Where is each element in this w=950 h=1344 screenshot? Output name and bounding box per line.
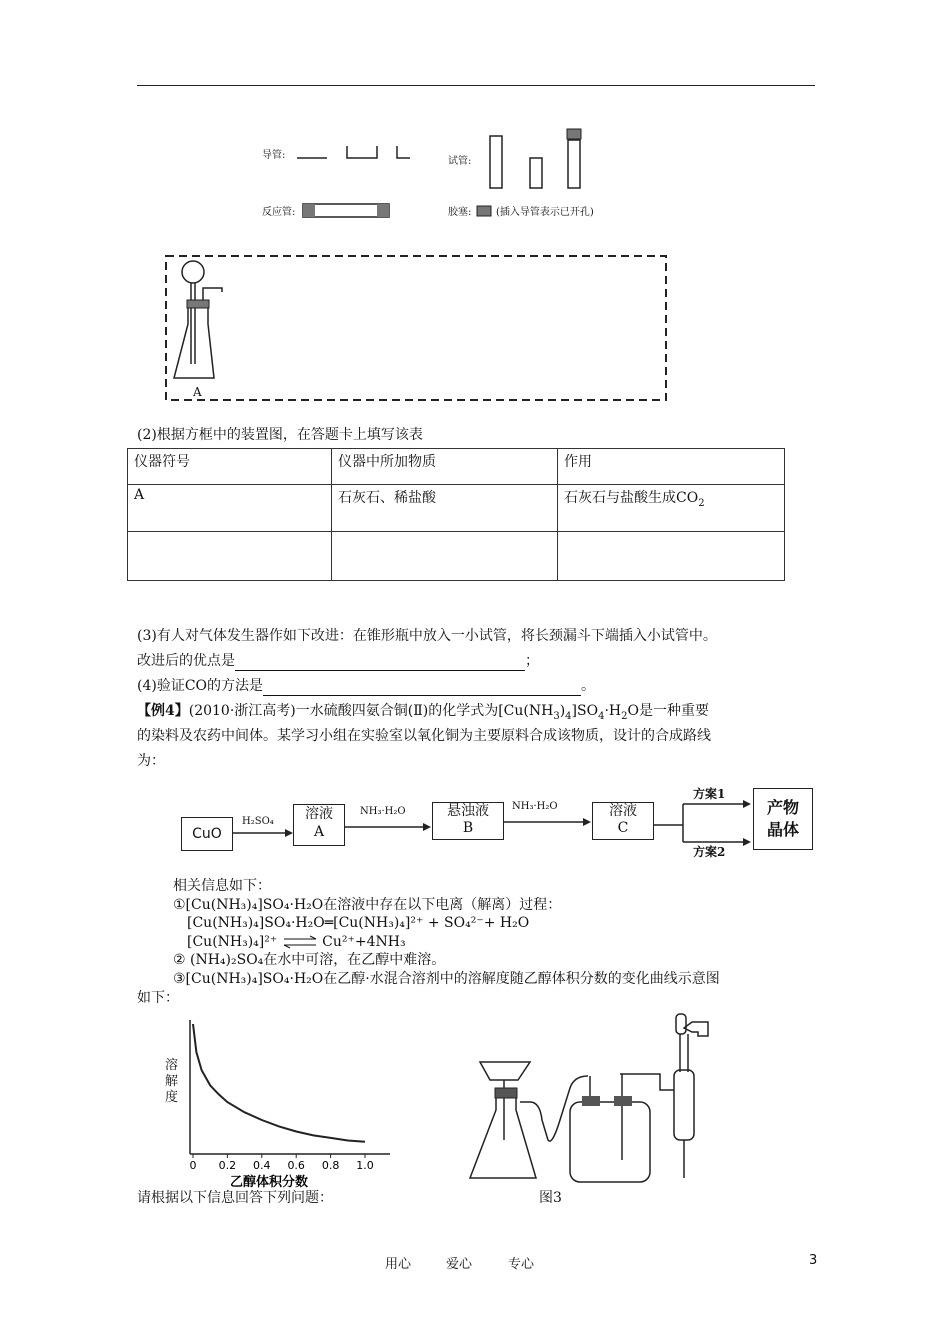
filtration-apparatus (460, 1010, 730, 1185)
stopper-label: 胶塞: (448, 207, 472, 218)
example-4-label: 【例4】 (137, 703, 189, 719)
suspension-b-line1: 悬浊液 (447, 803, 489, 819)
table-cell[interactable] (332, 532, 558, 581)
formula-part: O是一种重要 (627, 703, 709, 719)
table-header-row (128, 449, 785, 485)
product-line1: 产物 (766, 798, 799, 817)
solubility-chart (160, 1012, 400, 1192)
stopper-symbol (476, 205, 494, 219)
reaction-tube-symbol (300, 201, 395, 221)
x-tick-label: 0.2 (218, 1159, 237, 1172)
tube-symbols (295, 140, 415, 166)
info-equation-2 (187, 932, 406, 952)
example-4-line3: 为： (137, 753, 165, 769)
header-rule (137, 85, 815, 86)
product-box (753, 788, 813, 850)
solution-c-line1: 溶液 (609, 803, 637, 819)
x-tick-label: 1.0 (356, 1159, 374, 1172)
table-row (128, 532, 785, 581)
x-tick-label: 0.4 (253, 1159, 271, 1172)
answer-table (127, 448, 785, 581)
footer-text-3: 专心 (508, 1257, 535, 1272)
cuo-box: CuO (181, 817, 233, 851)
suspension-b-line2: B (462, 820, 474, 836)
table-header-cell: 作用 (558, 449, 785, 485)
answer-blank-q4[interactable] (263, 681, 581, 696)
solution-a-line1: 溶液 (305, 806, 333, 822)
solution-a-line2: A (313, 824, 325, 840)
info-item-2: ② (NH₄)₂SO₄在水中可溶，在乙醇中难溶。 (173, 952, 446, 968)
solution-c-line2: C (617, 820, 629, 836)
formula-part: ]SO (571, 703, 599, 719)
subscript: 4 (598, 710, 605, 722)
table-cell-text: 石灰石与盐酸生成CO (564, 490, 699, 506)
question-4-prefix: (4)验证CO的方法是 (137, 678, 264, 694)
question-4-suffix: 。 (581, 678, 596, 694)
question-2-text: (2)根据方框中的装置图，在答题卡上填写该表 (137, 427, 423, 443)
formula-part: ) (559, 703, 566, 719)
table-header-cell: 仪器中所加物质 (332, 449, 558, 485)
table-cell: 石灰石、稀盐酸 (332, 485, 558, 532)
formula-part: ·H (604, 703, 622, 719)
x-axis-label: 乙醇体积分数 (230, 1175, 309, 1190)
plan2-label: 方案2 (693, 845, 726, 859)
equation-2-left: [Cu(NH₃)₄]²⁺ (187, 934, 278, 950)
info-equation-1: [Cu(NH₃)₄]SO₄·H₂O═[Cu(NH₃)₄]²⁺ + SO₄²⁻+ H₂O (187, 915, 530, 931)
question-3-suffix: ； (525, 653, 539, 669)
table-cell-subscript: 2 (698, 497, 705, 509)
figure-3-caption: 图3 (539, 1190, 562, 1206)
example-4-text: (2010·浙江高考)一水硫酸四氨合铜(Ⅱ)的化学式为[Cu(NH (188, 703, 554, 719)
info-item-3-cont: 如下： (137, 990, 179, 1006)
footer-text-2: 爱心 (446, 1257, 473, 1272)
test-tube-label: 试管: (448, 156, 472, 167)
table-header-cell: 仪器符号 (128, 449, 332, 485)
tube-label: 导管: (262, 150, 286, 161)
table-cell (558, 485, 785, 532)
question-3-line1: (3)有人对气体发生器作如下改进：在锥形瓶中放入一小试管，将长颈漏斗下端插入小试管中。 (137, 628, 717, 644)
arrow3-label: NH₃·H₂O (512, 801, 558, 812)
subscript: 3 (553, 710, 560, 722)
table-row (128, 485, 785, 532)
closing-instruction: 请根据以下信息回答下列问题： (137, 1190, 333, 1206)
example-4-line2: 的染料及农药中间体。某学习小组在实验室以氧化铜为主要原料合成该物质，设计的合成路线 (137, 728, 711, 744)
table-cell[interactable] (128, 532, 332, 581)
footer-text-1: 用心 (385, 1257, 412, 1272)
stopper-note: (插入导管表示已开孔) (496, 207, 594, 218)
table-cell[interactable] (558, 532, 785, 581)
solubility-curve (193, 1024, 365, 1142)
equilibrium-arrow-icon (282, 935, 318, 949)
arrow2-label: NH₃·H₂O (360, 806, 406, 817)
page-number: 3 (809, 1253, 818, 1268)
apparatus-box (160, 252, 672, 404)
solution-a-box (293, 804, 345, 846)
y-axis-label: 溶解度 (165, 1058, 179, 1105)
subscript: 2 (621, 710, 628, 722)
question-3-line2 (137, 651, 539, 671)
question-4-line (137, 676, 595, 696)
example-4-line1 (137, 701, 709, 727)
product-line2: 晶体 (766, 820, 799, 839)
info-title: 相关信息如下： (173, 878, 271, 894)
x-tick-label: 0 (189, 1159, 197, 1172)
suspension-b-box (432, 802, 504, 840)
test-tube-symbols (484, 126, 594, 192)
subscript: 4 (565, 710, 572, 722)
info-item-3: ③[Cu(NH₃)₄]SO₄·H₂O在乙醇·水混合溶剂中的溶解度随乙醇体积分数的变化曲线示意图 (173, 971, 720, 987)
equation-2-right: Cu²⁺+4NH₃ (322, 934, 406, 950)
x-tick-label: 0.6 (287, 1159, 305, 1172)
arrow1-label: H₂SO₄ (242, 816, 274, 827)
table-cell: A (128, 485, 332, 532)
x-tick-label: 0.8 (321, 1159, 340, 1172)
reaction-tube-label: 反应管: (262, 207, 296, 218)
info-item-1: ①[Cu(NH₃)₄]SO₄·H₂O在溶液中存在以下电离（解离）过程： (173, 897, 562, 913)
faucet-icon (684, 1022, 708, 1036)
plan1-label: 方案1 (693, 787, 726, 801)
solution-c-box (592, 802, 654, 840)
answer-blank-q3[interactable] (235, 656, 525, 671)
question-3-prefix: 改进后的优点是 (137, 653, 235, 669)
flask-label-a: A (193, 385, 202, 399)
